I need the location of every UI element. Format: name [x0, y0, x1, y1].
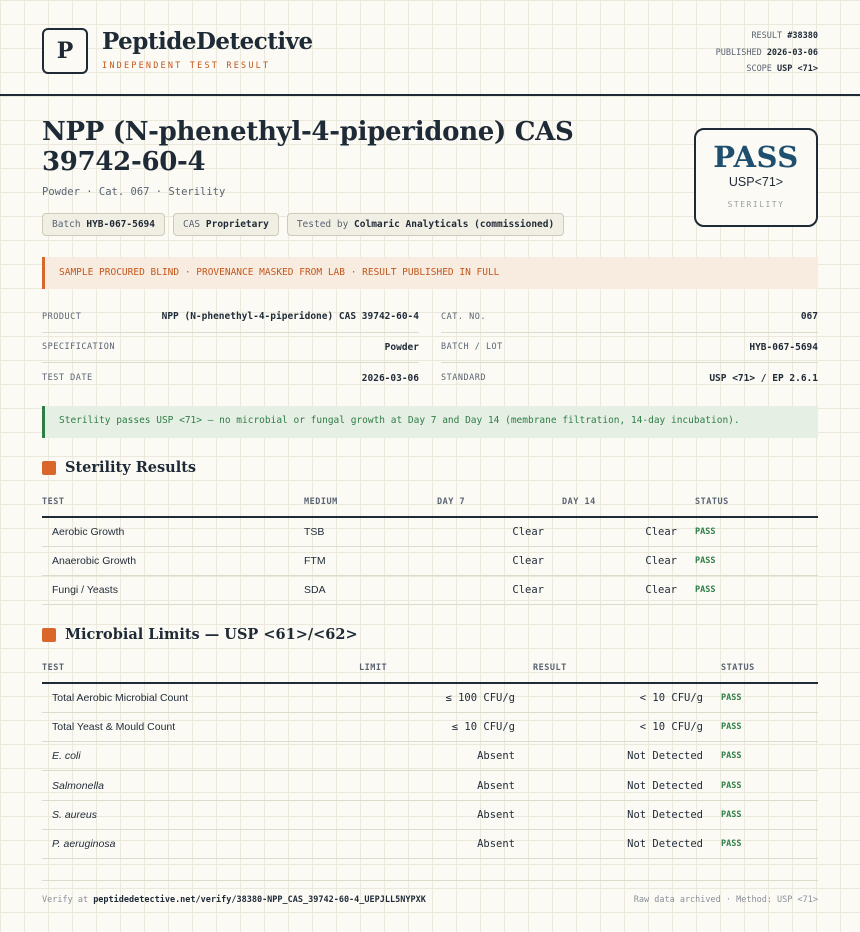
result: < 10 CFU/g [533, 712, 721, 741]
brand-block [102, 28, 313, 71]
cas-chip [173, 213, 279, 236]
verify-label: Verify at [42, 895, 89, 905]
table-row [42, 546, 818, 575]
info-value: 067 [800, 311, 818, 323]
status-badge: PASS [721, 829, 818, 858]
info-value: HYB-067-5694 [749, 341, 818, 353]
medium: SDA [304, 576, 437, 605]
result: < 10 CFU/g [533, 683, 721, 712]
test-name: Anaerobic Growth [42, 546, 304, 575]
chip-value: HYB-067-5694 [86, 219, 155, 230]
section-heading: Sterility Results [65, 459, 197, 476]
table-row [42, 829, 818, 858]
batch-chip [42, 213, 165, 236]
verify-line [42, 895, 426, 905]
published-label: PUBLISHED [715, 47, 762, 58]
section-heading: Microbial Limits — USP <61>/<62> [65, 626, 358, 643]
test-name: Aerobic Growth [42, 517, 304, 546]
result-id-line [716, 28, 818, 45]
table-row [42, 576, 818, 605]
limit: Absent [359, 829, 533, 858]
medium: FTM [304, 546, 437, 575]
info-row [441, 363, 818, 394]
result: Not Detected [533, 742, 721, 771]
table-row [42, 742, 818, 771]
test-name: S. aureus [42, 800, 359, 829]
test-name: P. aeruginosa [42, 829, 359, 858]
info-key: PRODUCT [42, 311, 82, 322]
logo-letter: P [56, 38, 74, 64]
result: Not Detected [533, 829, 721, 858]
table-row [42, 683, 818, 712]
published-date: 2026-03-06 [766, 47, 818, 58]
col-test: TEST [42, 654, 359, 683]
col-day7: DAY 7 [437, 488, 562, 517]
verdict-word: PASS [713, 140, 799, 174]
page-title: NPP (N-phenethyl-4-piperidone) CAS 39742-60-4 [42, 117, 574, 177]
status-badge: PASS [721, 800, 818, 829]
table-row [42, 517, 818, 546]
chip-row [42, 213, 564, 236]
status-badge: PASS [695, 576, 818, 605]
info-key: STANDARD [441, 373, 486, 384]
scope-label: SCOPE [746, 64, 772, 74]
info-row [42, 302, 419, 333]
col-status: STATUS [721, 654, 818, 683]
info-row [441, 302, 818, 333]
test-name: Total Yeast & Mould Count [42, 712, 359, 741]
verify-link[interactable]: peptidedetective.net/verify/38380-NPP_CAS_39742-60-4_UEPJLL5NYPXK [93, 895, 426, 905]
limit: ≤ 10 CFU/g [359, 712, 533, 741]
table-row [42, 800, 818, 829]
col-test: TEST [42, 488, 304, 517]
table-header-row [42, 488, 818, 517]
microbial-section-title [42, 626, 358, 643]
brand-tagline: INDEPENDENT TEST RESULT [102, 61, 271, 71]
verdict-card [694, 128, 818, 227]
status-badge: PASS [695, 546, 818, 575]
day14-result: Clear [562, 576, 695, 605]
info-key: BATCH / LOT [441, 342, 503, 353]
info-value: NPP (N-phenethyl-4-piperidone) CAS 39742-60-4 [161, 311, 419, 323]
day7-result: Clear [437, 517, 562, 546]
info-key: CAT. NO. [441, 311, 486, 322]
info-value: 2026-03-06 [361, 372, 419, 384]
summary-note: Sterility passes USP <71> — no microbial or fungal growth at Day 7 and Day 14 (membrane filtration, 14-day incubation). [42, 406, 818, 438]
test-name: E. coli [42, 742, 359, 771]
col-day14: DAY 14 [562, 488, 695, 517]
header-divider [0, 94, 860, 96]
chip-label: Tested by [296, 219, 349, 230]
microbial-table [42, 654, 818, 859]
col-limit: LIMIT [359, 654, 533, 683]
info-value: Powder [384, 341, 419, 353]
test-name: Fungi / Yeasts [42, 576, 304, 605]
col-result: RESULT [533, 654, 721, 683]
section-marker-icon [42, 628, 56, 642]
limit: Absent [359, 800, 533, 829]
table-header-row [42, 654, 818, 683]
col-status: STATUS [695, 488, 818, 517]
info-key: TEST DATE [42, 373, 93, 384]
blind-sample-banner: SAMPLE PROCURED BLIND · PROVENANCE MASKED FROM LAB · RESULT PUBLISHED IN FULL [42, 257, 818, 289]
result-label: RESULT [751, 31, 783, 41]
info-value: USP <71> / EP 2.6.1 [709, 372, 818, 384]
section-marker-icon [42, 461, 56, 475]
chip-label: CAS [182, 219, 201, 230]
archive-note: Raw data archived · Method: USP <71> [633, 895, 818, 905]
info-key: SPECIFICATION [42, 342, 116, 353]
sterility-table [42, 488, 818, 605]
page-footer [42, 880, 818, 905]
info-row [441, 333, 818, 364]
status-badge: PASS [721, 742, 818, 771]
published-line [716, 45, 818, 62]
col-medium: MEDIUM [304, 488, 437, 517]
medium: TSB [304, 517, 437, 546]
status-badge: PASS [695, 517, 818, 546]
limit: Absent [359, 742, 533, 771]
result: Not Detected [533, 771, 721, 800]
brand-name: PeptideDetective [102, 28, 313, 55]
status-badge: PASS [721, 771, 818, 800]
table-row [42, 771, 818, 800]
sterility-section-title [42, 459, 196, 476]
info-row [42, 363, 419, 394]
brand-logo [42, 28, 88, 74]
day7-result: Clear [437, 546, 562, 575]
test-name: Total Aerobic Microbial Count [42, 683, 359, 712]
chip-value: Colmaric Analyticals (commissioned) [354, 219, 555, 230]
table-row [42, 712, 818, 741]
page-subtitle: Powder · Cat. 067 · Sterility [42, 186, 226, 198]
day14-result: Clear [562, 517, 695, 546]
chip-label: Batch [52, 219, 81, 230]
scope-line [716, 61, 818, 78]
info-grid-right [441, 302, 818, 394]
result-meta [716, 28, 818, 78]
day7-result: Clear [437, 576, 562, 605]
scope-value: USP <71> [777, 64, 818, 74]
limit: ≤ 100 CFU/g [359, 683, 533, 712]
day14-result: Clear [562, 546, 695, 575]
result: Not Detected [533, 800, 721, 829]
verdict-kind: STERILITY [727, 200, 785, 209]
status-badge: PASS [721, 683, 818, 712]
tested-by-chip [287, 213, 564, 236]
test-name: Salmonella [42, 771, 359, 800]
limit: Absent [359, 771, 533, 800]
info-row [42, 333, 419, 364]
status-badge: PASS [721, 712, 818, 741]
chip-value: Proprietary [205, 219, 269, 230]
info-grid-left [42, 302, 419, 394]
result-id: #38380 [787, 31, 818, 41]
verdict-standard: USP<71> [728, 175, 784, 189]
